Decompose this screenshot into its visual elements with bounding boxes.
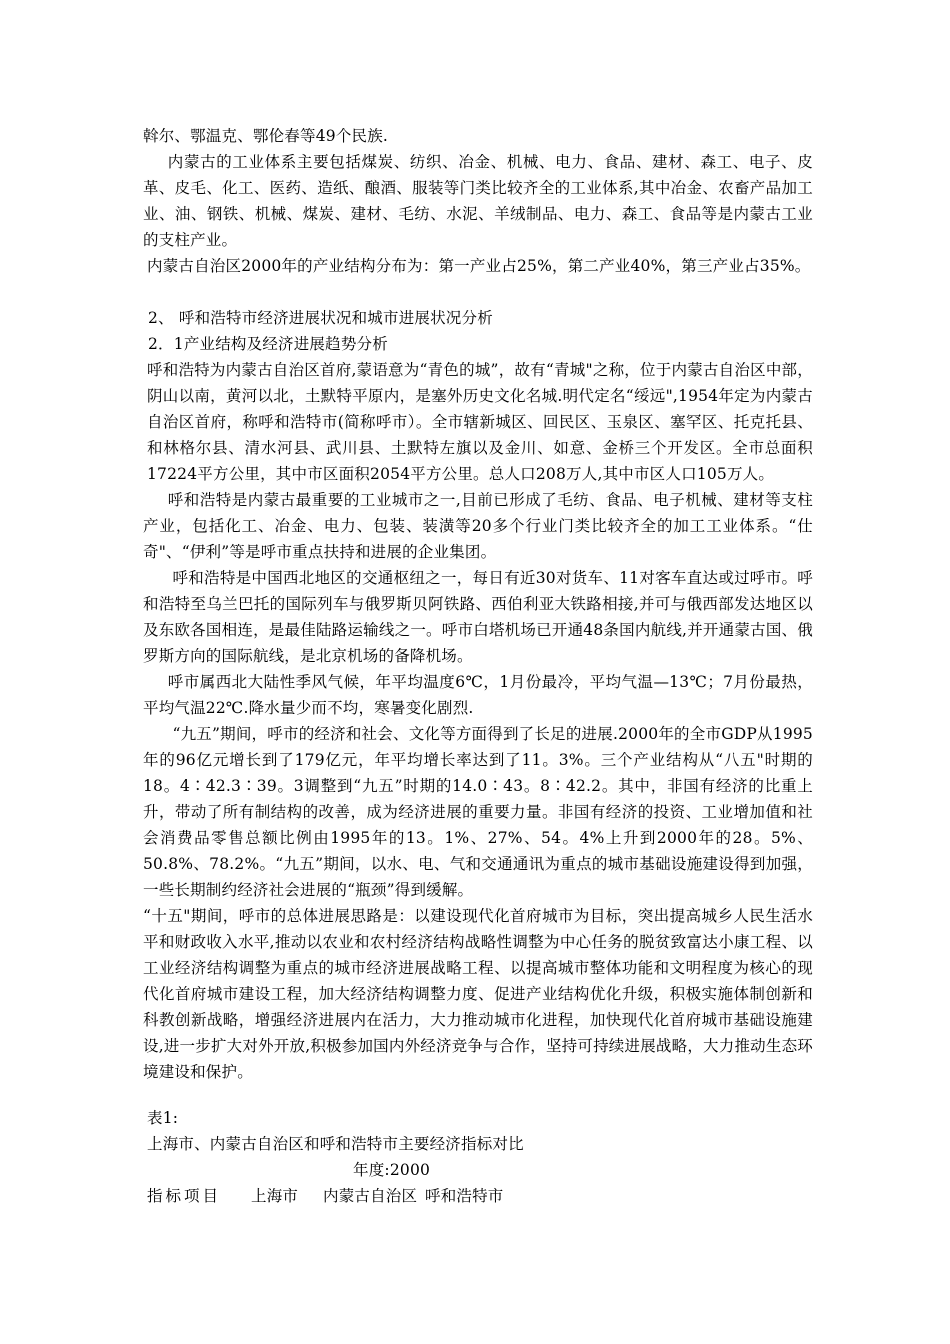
paragraph-hohhot-industry: 呼和浩特是内蒙古最重要的工业城市之一,目前已形成了毛纺、食品、电子机械、建材等支柱产业，包括化工、冶金、电力、包装、装潢等20多个行业门类比较齐全的加工工业体系。“仕奇"、“伊利”等是呼市重点扶持和进展的企业集团。: [143, 491, 813, 561]
paragraph-ninth-five-year: “九五”期间，呼市的经济和社会、文化等方面得到了长足的进展.2000年的全市GDP从1995年的96亿元增长到了179亿元，年平均增长率达到了11。3%。三个产业结构从“八五"时期的18。4∶42.3∶39。3调整到“九五”时期的14.0∶43。8∶42.2。其中，非国有经济的比重上升，带动了所有制结构的改善，成为经济进展的重要力量。非国有经济的投资、工业增加值和社会消费品零售总额比例由1995年的13。1%、27%、54。4%上升到2000年的28。5%、50.8%、78.2%。“九五”期间，以水、电、气和交通通讯为重点的城市基础设施建设得到加强，一些长期制约经济社会进展的“瓶颈”得到缓解。: [143, 725, 813, 899]
section-heading: 2、 呼和浩特市经济进展状况和城市进展状况分析: [148, 309, 493, 327]
paragraph-industry-structure: 内蒙古自治区2000年的产业结构分布为：第一产业占25%，第二产业40%，第三产业占35%。: [147, 257, 811, 275]
document-body: [143, 123, 813, 1209]
table-label: 表1:: [147, 1109, 179, 1127]
spacer: [143, 1085, 813, 1105]
table-header-row: [143, 1183, 813, 1209]
table-year: 年度:2000: [353, 1161, 431, 1179]
table-header-cell: 上海市: [251, 1187, 299, 1205]
table-header-cell: 呼和浩特市: [425, 1187, 504, 1205]
paragraph-hohhot-overview: 呼和浩特为内蒙古自治区首府,蒙语意为“青色的城”，故有“青城"之称，位于内蒙古自治区中部，阴山以南，黄河以北，土默特平原内，是塞外历史文化名城.明代定名“绥远",1954年定为内蒙古自治区首府，称呼和浩特市(简称呼市）。全市辖新城区、回民区、玉泉区、塞罕区、托克托县、和林格尔县、清水河县、武川县、土默特左旗以及金川、如意、金桥三个开发区。全市总面积17224平方公里，其中市区面积2054平方公里。总人口208万人,其中市区人口105万人。: [147, 361, 813, 483]
table-header-cell: 指标项目: [147, 1187, 222, 1205]
paragraph-hohhot-transport: 呼和浩特是中国西北地区的交通枢纽之一，每日有近30对货车、11对客车直达或过呼市。呼和浩特至乌兰巴托的国际列车与俄罗斯贝阿铁路、西伯利亚大铁路相接,并可与俄西部发达地区以及东欧各国相连，是最佳陆路运输线之一。呼市白塔机场已开通48条国内航线,并开通蒙古国、俄罗斯方向的国际航线，是北京机场的备降机场。: [143, 569, 813, 665]
paragraph-hohhot-climate: 呼市属西北大陆性季风气候，年平均温度6℃，1月份最冷，平均气温—13℃；7月份最热，平均气温22℃.降水量少而不均，寒暑变化剧烈.: [143, 673, 813, 717]
paragraph-industry-system: 内蒙古的工业体系主要包括煤炭、纺织、冶金、机械、电力、食品、建材、森工、电子、皮革、皮毛、化工、医药、造纸、酿酒、服装等门类比较齐全的工业体系,其中冶金、农畜产品加工业、油、钢铁、机械、煤炭、建材、毛纺、水泥、羊绒制品、电力、森工、食品等是内蒙古工业的支柱产业。: [143, 153, 813, 249]
paragraph-ethnic-groups: 斡尔、鄂温克、鄂伦春等49个民族.: [143, 127, 389, 145]
table-title: 上海市、内蒙古自治区和呼和浩特市主要经济指标对比: [147, 1135, 524, 1153]
paragraph-tenth-five-year: “十五"期间，呼市的总体进展思路是：以建设现代化首府城市为目标，突出提高城乡人民生活水平和财政收入水平,推动以农业和农村经济结构战略性调整为中心任务的脱贫致富达小康工程、以工业经济结构调整为重点的城市经济进展战略工程、以提高城市整体功能和文明程度为核心的现代化首府城市建设工程，加大经济结构调整力度、促进产业结构优化升级，积极实施体制创新和科教创新战略，增强经济进展内在活力，大力推动城市化进程，加快现代化首府城市基础设施建设,进一步扩大对外开放,积极参加国内外经济竞争与合作，坚持可持续进展战略，大力推动生态环境建设和保护。: [143, 907, 813, 1081]
subsection-heading: 2．1产业结构及经济进展趋势分析: [148, 335, 388, 353]
table-header-cell: 内蒙古自治区: [323, 1187, 418, 1205]
spacer: [143, 279, 813, 305]
